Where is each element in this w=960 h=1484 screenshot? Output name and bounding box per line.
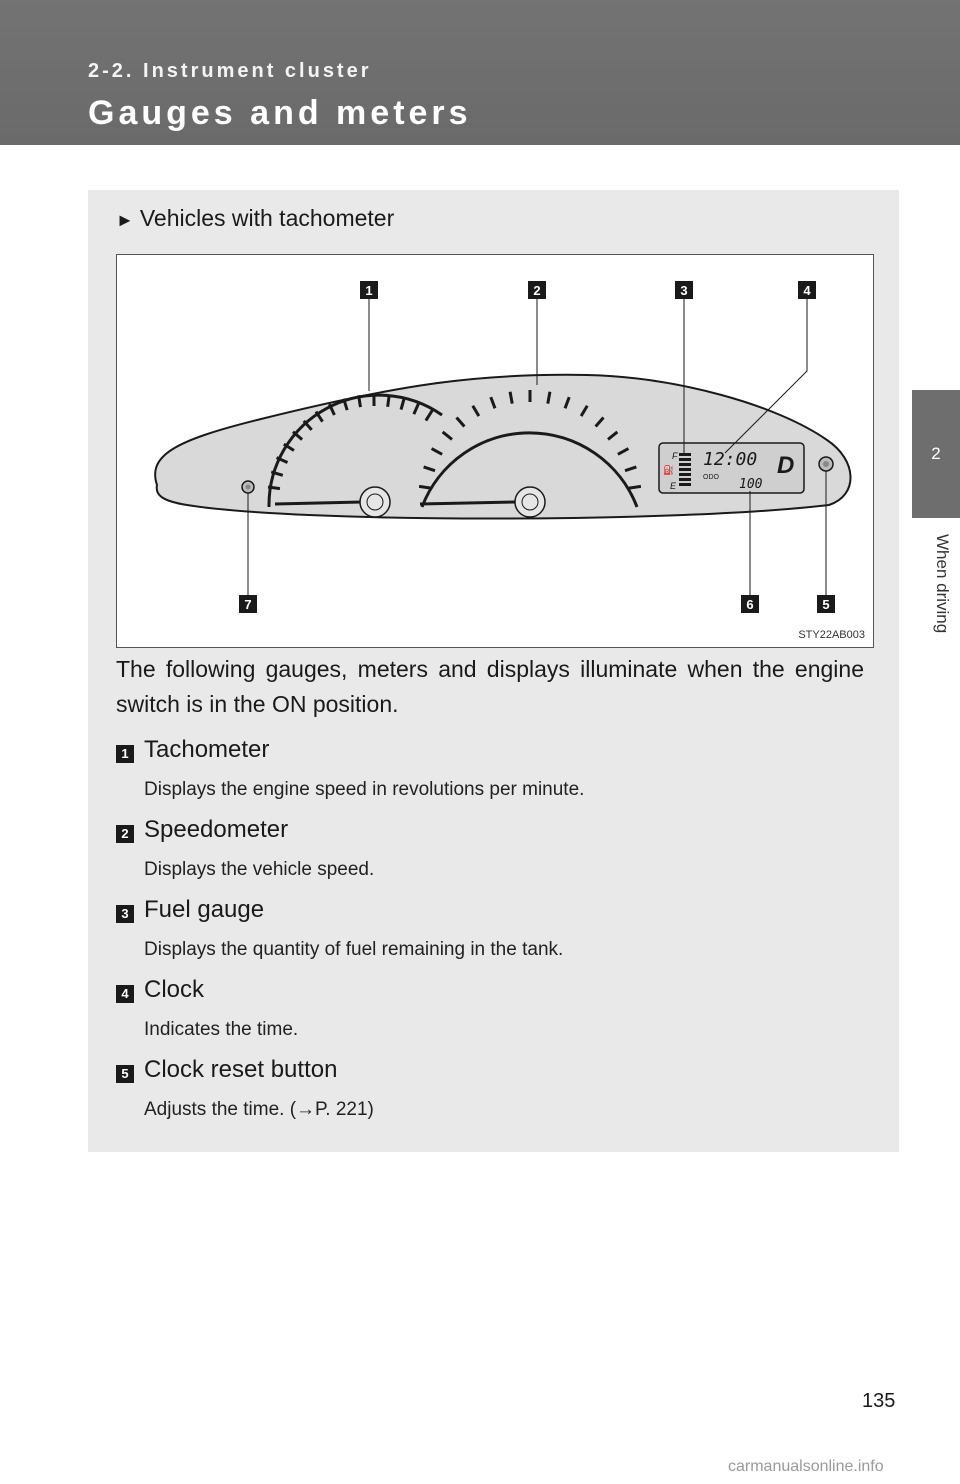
list-item: [116, 896, 876, 976]
dial-tick: [629, 486, 641, 488]
trip-button-illustration: [242, 481, 254, 493]
svg-text:7: 7: [244, 597, 252, 612]
svg-text:6: 6: [746, 597, 754, 612]
odometer-display: 100: [739, 477, 763, 492]
dial-tick: [548, 392, 550, 404]
instrument-cluster-illustration: [117, 255, 873, 647]
dial-tick: [419, 486, 431, 488]
callout-4: [798, 281, 816, 299]
svg-text:5: 5: [822, 597, 830, 612]
dial-tick: [268, 487, 280, 489]
figure-code: STY22AB003: [798, 629, 865, 641]
svg-text:3: 3: [680, 283, 688, 298]
dial-tick: [510, 392, 512, 404]
list-item: [116, 816, 876, 896]
item-title: Fuel gauge: [144, 896, 265, 923]
intro-paragraph: The following gauges, meters and displays illuminate when the engine switch is in the ON position.: [116, 656, 864, 717]
svg-text:4: 4: [803, 283, 811, 298]
callout-7: [239, 595, 257, 613]
section-label: 2-2. Instrument cluster: [88, 60, 372, 82]
svg-text:2: 2: [533, 283, 541, 298]
item-description: Displays the vehicle speed.: [144, 859, 375, 880]
list-item: [116, 976, 876, 1056]
callout-6: [741, 595, 759, 613]
watermark: carmanualsonline.info: [728, 1458, 884, 1475]
fuel-full-label: F: [672, 451, 678, 461]
page-title: Gauges and meters: [88, 94, 472, 132]
callout-5: [817, 595, 835, 613]
instrument-cluster-figure: [116, 254, 874, 648]
chapter-tab[interactable]: 2: [912, 390, 960, 518]
multi-display: [659, 443, 804, 493]
item-number-badge: 5: [116, 1065, 134, 1083]
gauge-list: [116, 736, 876, 1136]
page-number: 135: [862, 1390, 896, 1412]
triangle-bullet-icon: ►: [116, 210, 134, 230]
item-title: Speedometer: [144, 816, 289, 843]
item-title: Clock reset button: [144, 1056, 338, 1083]
item-number-badge: 2: [116, 825, 134, 843]
list-item: [116, 736, 876, 816]
item-description[interactable]: Adjusts the time. (→P. 221): [144, 1099, 374, 1120]
chapter-label: When driving: [933, 534, 952, 634]
fuel-empty-label: E: [670, 481, 677, 491]
gear-indicator: D: [777, 452, 795, 479]
variant-heading: [116, 205, 394, 232]
clock-reset-button-illustration: [819, 457, 833, 471]
item-title: Tachometer: [144, 736, 270, 763]
item-description: Displays the engine speed in revolutions per minute.: [144, 779, 585, 800]
callout-3: [675, 281, 693, 299]
item-title: Clock: [144, 976, 205, 1003]
fuel-pump-icon: ⛽: [663, 465, 675, 475]
item-description: Displays the quantity of fuel remaining in the tank.: [144, 939, 564, 960]
dial-tick: [359, 395, 361, 407]
clock-display: 12:00: [703, 449, 758, 470]
item-description: Indicates the time.: [144, 1019, 299, 1040]
svg-text:1: 1: [365, 283, 373, 298]
list-item: [116, 1056, 876, 1136]
item-number-badge: 3: [116, 905, 134, 923]
callout-1: [360, 281, 378, 299]
callout-2: [528, 281, 546, 299]
item-number-badge: 4: [116, 985, 134, 1003]
dial-tick: [388, 395, 390, 407]
odo-label: ODO: [703, 474, 719, 481]
variant-label: Vehicles with tachometer: [139, 205, 395, 231]
item-number-badge: 1: [116, 745, 134, 763]
page-header: [0, 0, 960, 145]
